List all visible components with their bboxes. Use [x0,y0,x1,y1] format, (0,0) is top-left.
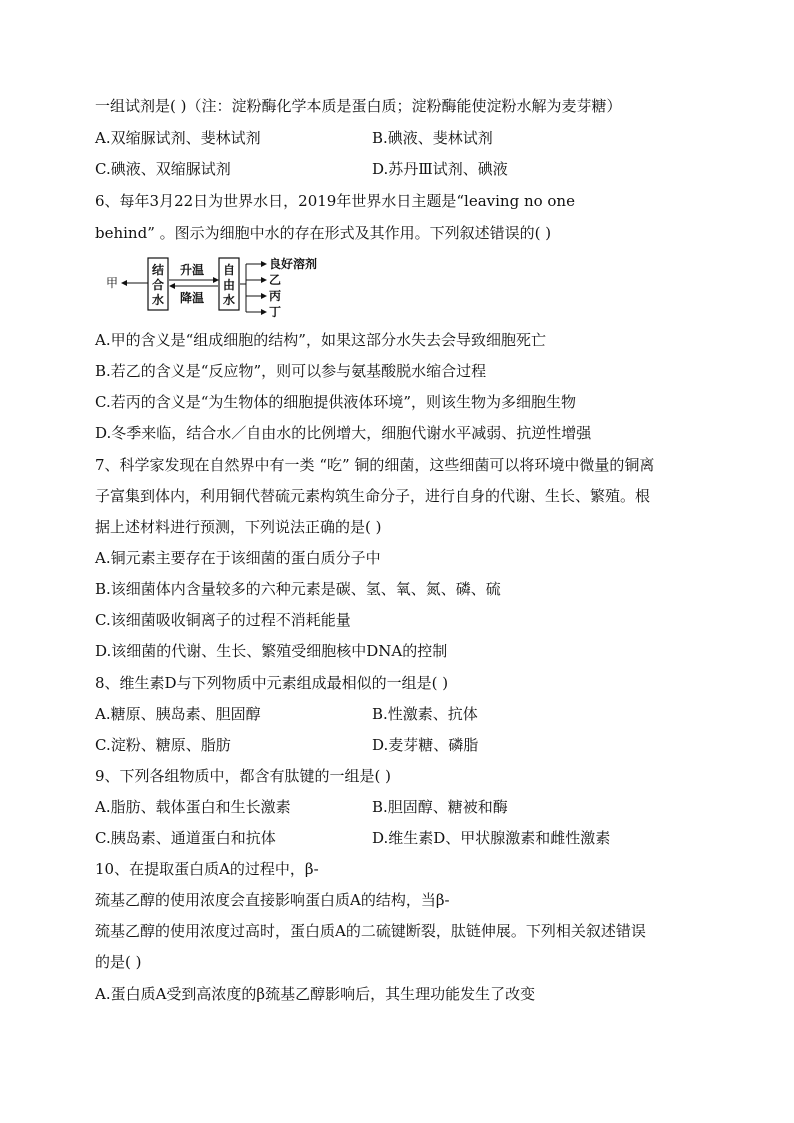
label-heat: 升温 [180,263,205,277]
water-forms-svg [100,254,340,324]
question-7-stem-line1: 7、科学家发现在自然界中有一类 “吃” 铜的细菌，这些细菌可以将环境中微量的铜离 [95,456,655,474]
q9-option-c: C.胰岛素、通道蛋白和抗体 [95,829,276,847]
label-yi: 乙 [269,273,282,287]
box1-char-1: 结 [152,263,165,277]
label-cool: 降温 [180,291,205,305]
q8-option-b: B.性激素、抗体 [372,705,478,723]
box2-char-2: 由 [223,278,236,292]
question-10-stem-line1: 10、在提取蛋白质A的过程中，β- [95,860,319,878]
box2-char-1: 自 [223,263,236,277]
label-bing: 丙 [269,289,282,303]
question-7-stem-line3: 据上述材料进行预测，下列说法正确的是( ) [95,518,382,536]
q10-option-a: A.蛋白质A受到高浓度的β巯基乙醇影响后，其生理功能发生了改变 [95,985,536,1003]
label-jia: 甲 [106,276,119,290]
label-ding: 丁 [269,305,282,319]
question-6-stem-line1: 6、每年3月22日为世界水日，2019年世界水日主题是“leaving no one [95,192,575,210]
q9-option-b: B.胆固醇、糖被和酶 [372,798,508,816]
question-10-stem-line2: 巯基乙醇的使用浓度会直接影响蛋白质A的结构，当β- [95,891,450,909]
q5-option-a: A.双缩脲试剂、斐林试剂 [95,129,261,147]
q6-option-b: B.若乙的含义是“反应物”，则可以参与氨基酸脱水缩合过程 [95,362,487,380]
q8-option-c: C.淀粉、糖原、脂肪 [95,736,231,754]
question-8-stem: 8、维生素D与下列物质中元素组成最相似的一组是( ) [95,674,449,692]
q7-option-b: B.该细菌体内含量较多的六种元素是碳、氢、氧、氮、磷、硫 [95,580,501,598]
q8-option-a: A.糖原、胰岛素、胆固醇 [95,705,261,723]
question-10-stem-line3: 巯基乙醇的使用浓度过高时，蛋白质A的二硫键断裂，肽链伸展。下列相关叙述错误 [95,922,646,940]
question-6-stem-line2: behind” 。图示为细胞中水的存在形式及其作用。下列叙述错误的( ) [95,224,552,242]
q5-option-c: C.碘液、双缩脲试剂 [95,160,231,178]
question-7-stem-line2: 子富集到体内，利用铜代替硫元素构筑生命分子，进行自身的代谢、生长、繁殖。根 [95,487,651,505]
label-good-solvent: 良好溶剂 [269,257,318,271]
question-5-stem-end: 一组试剂是( )（注：淀粉酶化学本质是蛋白质；淀粉酶能使淀粉水解为麦芽糖） [95,97,622,115]
q7-option-c: C.该细菌吸收铜离子的过程不消耗能量 [95,611,351,629]
box1-char-2: 合 [152,278,165,292]
q5-option-b: B.碘液、斐林试剂 [372,129,493,147]
question-10-stem-line4: 的是( ) [95,953,142,971]
box1-char-3: 水 [152,293,165,307]
q8-option-d: D.麦芽糖、磷脂 [372,736,479,754]
water-forms-diagram [100,254,340,324]
q9-option-a: A.脂肪、载体蛋白和生长激素 [95,798,291,816]
q6-option-d: D.冬季来临，结合水／自由水的比例增大，细胞代谢水平减弱、抗逆性增强 [95,424,592,442]
q9-option-d: D.维生素D、甲状腺激素和雌性激素 [372,829,611,847]
q6-option-c: C.若丙的含义是“为生物体的细胞提供液体环境”，则该生物为多细胞生物 [95,393,577,411]
q5-option-d: D.苏丹Ⅲ试剂、碘液 [372,160,508,178]
q7-option-a: A.铜元素主要存在于该细菌的蛋白质分子中 [95,549,381,567]
q7-option-d: D.该细菌的代谢、生长、繁殖受细胞核中DNA的控制 [95,642,448,660]
question-9-stem: 9、下列各组物质中，都含有肽键的一组是( ) [95,767,392,785]
box2-char-3: 水 [223,293,236,307]
q6-option-a: A.甲的含义是“组成细胞的结构”，如果这部分水失去会导致细胞死亡 [95,331,546,349]
